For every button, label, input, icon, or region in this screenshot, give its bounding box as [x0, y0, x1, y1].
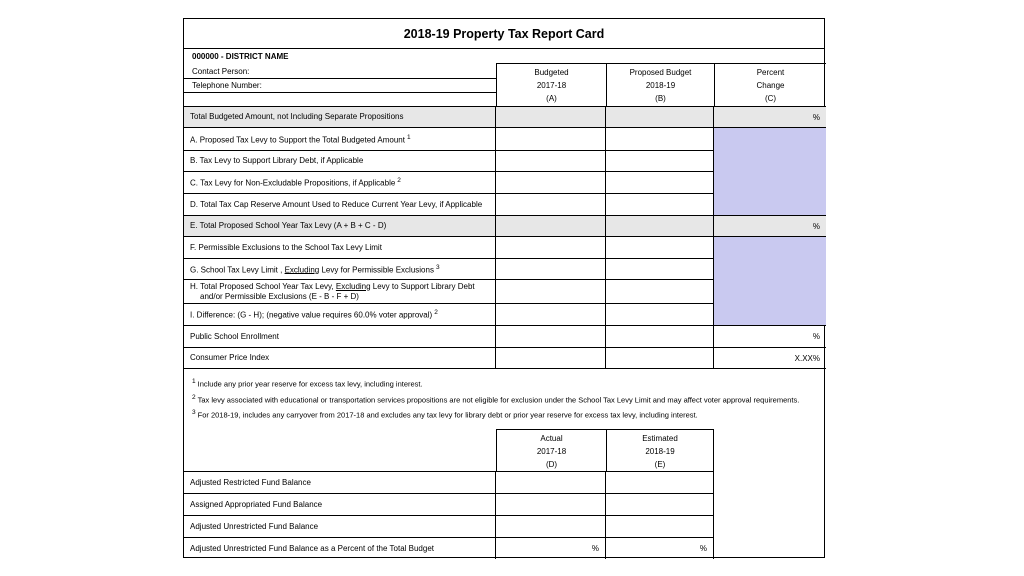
- row-label: E. Total Proposed School Year Tax Levy (A + B + C - D): [190, 221, 387, 230]
- row-label-cell: [184, 171, 496, 193]
- row-label: C. Tax Levy for Non-Excludable Propositions, if Applicable: [190, 178, 396, 188]
- row-b-library-debt-levy: [184, 150, 826, 171]
- row-label: G. School Tax Levy Limit ,: [190, 265, 285, 275]
- percent-cell: [714, 106, 826, 127]
- footnote-number: 2: [192, 393, 196, 401]
- shaded-percent-cell: [714, 171, 826, 193]
- value-cell-b[interactable]: [606, 303, 714, 325]
- row-label-cell: [184, 493, 496, 515]
- fund-balance-column-headers: [496, 429, 714, 471]
- value-cell-b[interactable]: [606, 325, 714, 347]
- row-a-proposed-tax-levy: [184, 127, 826, 150]
- row-label: Assigned Appropriated Fund Balance: [190, 499, 323, 509]
- footnote-ref: 3: [435, 263, 440, 271]
- value-cell-b[interactable]: [606, 150, 714, 171]
- footnote-1: [192, 378, 820, 389]
- row-unrestricted-fund-balance-percent: [184, 537, 714, 559]
- column-header-percent-change: [714, 64, 826, 106]
- value-cell-e[interactable]: [606, 493, 714, 515]
- column-header-estimated: [606, 430, 713, 471]
- district-name: 000000 - DISTRICT NAME: [192, 52, 289, 61]
- row-consumer-price-index: [184, 347, 826, 368]
- percent-sign: %: [591, 544, 599, 553]
- row-label: Adjusted Unrestricted Fund Balance as a Percent of the Total Budget: [190, 543, 434, 553]
- row-label: Levy for Permissible Exclusions: [319, 265, 434, 275]
- row-i-difference: [184, 303, 826, 325]
- row-label-cell: [184, 537, 496, 559]
- column-d-letter: (D): [545, 460, 558, 469]
- contact-person-label: Contact Person:: [192, 67, 250, 76]
- value-cell-a[interactable]: [496, 215, 606, 236]
- row-label: Levy to Support Library Debt: [370, 281, 475, 291]
- value-cell-a[interactable]: [496, 171, 606, 193]
- column-b-letter: (B): [655, 94, 666, 103]
- percent-sign: %: [812, 332, 820, 341]
- row-g-school-tax-levy-limit: [184, 258, 826, 279]
- value-cell-a[interactable]: [496, 150, 606, 171]
- value-cell-b[interactable]: [606, 215, 714, 236]
- row-total-budgeted-amount: [184, 106, 826, 127]
- percent-cell-e: [606, 537, 714, 559]
- row-label: H. Total Proposed School Year Tax Levy,: [190, 281, 336, 291]
- page-title: 2018-19 Property Tax Report Card: [403, 26, 605, 41]
- footnote-text: Tax levy associated with educational or transportation services propositions are not eligible for exclusion under the School Tax Levy Limit and may affect voter approval requirements.: [197, 395, 800, 404]
- column-e-letter: (E): [654, 460, 666, 469]
- property-tax-report-card-form: [183, 18, 825, 558]
- row-h-total-excluding-library-debt: [184, 279, 826, 303]
- row-label: D. Total Tax Cap Reserve Amount Used to Reduce Current Year Levy, if Applicable: [190, 199, 483, 209]
- telephone-number-field[interactable]: [184, 79, 496, 93]
- row-label: Adjusted Restricted Fund Balance: [190, 477, 311, 487]
- value-cell-a[interactable]: [496, 325, 606, 347]
- footnote-text: Include any prior year reserve for excess tax levy, including interest.: [197, 379, 423, 389]
- value-cell-a[interactable]: [496, 236, 606, 258]
- shaded-percent-cell: [714, 279, 826, 303]
- row-label-cell: [184, 215, 496, 236]
- value-cell-a[interactable]: [496, 279, 606, 303]
- row-label: Adjusted Unrestricted Fund Balance: [190, 521, 319, 531]
- value-cell-b[interactable]: [606, 127, 714, 150]
- value-cell-b[interactable]: [606, 193, 714, 215]
- shaded-percent-cell: [714, 127, 826, 150]
- row-label-line2: and/or Permissible Exclusions (E - B - F + D): [200, 291, 359, 301]
- value-cell-a[interactable]: [496, 303, 606, 325]
- column-e-year: 2018-19: [645, 447, 675, 456]
- footnote-number: 1: [192, 378, 196, 385]
- value-cell-b[interactable]: [606, 347, 714, 368]
- row-e-total-proposed-levy: [184, 215, 826, 236]
- row-label-cell: [184, 258, 496, 279]
- row-label-cell: [184, 471, 496, 493]
- footnote-ref: 1: [406, 133, 411, 141]
- value-cell-a[interactable]: [496, 127, 606, 150]
- row-label-cell: [184, 150, 496, 171]
- cpi-value: X.XX%: [794, 353, 820, 363]
- row-label-cell: [184, 193, 496, 215]
- column-a-title: Budgeted: [534, 68, 569, 77]
- footnote-ref: 2: [434, 309, 438, 317]
- percent-cell-d: [496, 537, 606, 559]
- row-label: I. Difference: (G - H); (negative value requires 60.0% voter approval): [190, 310, 433, 320]
- value-cell-b[interactable]: [606, 171, 714, 193]
- value-cell-a[interactable]: [496, 258, 606, 279]
- row-label-underlined: Excluding: [284, 265, 320, 275]
- shaded-percent-cell: [714, 258, 826, 279]
- row-d-tax-cap-reserve: [184, 193, 826, 215]
- row-label-cell: [184, 325, 496, 347]
- row-label-cell: [184, 515, 496, 537]
- row-label: Public School Enrollment: [190, 331, 279, 341]
- row-label: F. Permissible Exclusions to the School Tax Levy Limit: [190, 242, 382, 252]
- column-a-letter: (A): [546, 94, 557, 103]
- value-cell-d[interactable]: [496, 515, 606, 537]
- percent-sign: %: [812, 112, 820, 122]
- footnote-ref: 2: [397, 177, 401, 185]
- value-cell-a[interactable]: [496, 106, 606, 127]
- row-f-permissible-exclusions: [184, 236, 826, 258]
- row-c-non-excludable-propositions: [184, 171, 826, 193]
- percent-cell: [714, 215, 826, 236]
- percent-cell: [714, 325, 826, 347]
- footnote-number: 3: [192, 409, 196, 416]
- column-header-actual: [497, 430, 606, 471]
- percent-cell: [714, 347, 826, 368]
- row-label: Total Budgeted Amount, not Including Separate Propositions: [190, 112, 404, 121]
- form-title-bar: [184, 19, 824, 49]
- row-adjusted-restricted-fund-balance: [184, 471, 714, 493]
- shaded-percent-cell: [714, 193, 826, 215]
- column-c-title2: Change: [756, 81, 785, 90]
- value-cell-d[interactable]: [496, 493, 606, 515]
- column-b-year: 2018-19: [645, 81, 676, 90]
- row-label-cell: [184, 279, 496, 303]
- column-c-title: Percent: [756, 68, 785, 77]
- value-cell-b[interactable]: [606, 258, 714, 279]
- shaded-percent-cell: [714, 236, 826, 258]
- value-cell-b[interactable]: [606, 106, 714, 127]
- telephone-number-label: Telephone Number:: [192, 81, 262, 90]
- column-header-proposed-budget: [606, 64, 714, 106]
- row-label: A. Proposed Tax Levy to Support the Total Budgeted Amount: [190, 135, 405, 145]
- footnotes-section: [184, 368, 826, 429]
- column-header-budgeted: [497, 64, 606, 106]
- row-label-underlined: Excluding: [335, 281, 371, 291]
- row-label-cell: [184, 236, 496, 258]
- value-cell-b[interactable]: [606, 236, 714, 258]
- value-cell-e[interactable]: [606, 515, 714, 537]
- column-a-year: 2017-18: [536, 81, 567, 90]
- footnote-2: [192, 394, 820, 405]
- value-cell-e[interactable]: [606, 471, 714, 493]
- budget-column-headers: [496, 63, 826, 106]
- column-d-title: Actual: [540, 434, 563, 443]
- percent-sign: %: [812, 221, 820, 231]
- row-label-cell: [184, 347, 496, 368]
- row-label-cell: [184, 106, 496, 127]
- value-cell-b[interactable]: [606, 279, 714, 303]
- value-cell-a[interactable]: [496, 193, 606, 215]
- row-assigned-appropriated-fund-balance: [184, 493, 714, 515]
- column-b-title: Proposed Budget: [629, 68, 692, 77]
- column-c-letter: (C): [764, 94, 777, 103]
- footnote-text: For 2018-19, includes any carryover from 2017-18 and excludes any tax levy for library debt or prior year reserve for excess tax levy, including interest.: [197, 410, 698, 420]
- row-public-school-enrollment: [184, 325, 826, 347]
- row-label-cell: [184, 303, 496, 325]
- row-label-line1: [190, 282, 475, 292]
- footnote-3: [192, 409, 820, 420]
- column-e-title: Estimated: [642, 434, 678, 443]
- row-adjusted-unrestricted-fund-balance: [184, 515, 714, 537]
- percent-sign: %: [699, 544, 707, 553]
- contact-person-field[interactable]: [184, 65, 496, 79]
- value-cell-a[interactable]: [496, 347, 606, 368]
- column-d-year: 2017-18: [536, 447, 567, 456]
- shaded-percent-cell: [714, 303, 826, 325]
- row-label-cell: [184, 127, 496, 150]
- value-cell-d[interactable]: [496, 471, 606, 493]
- row-label: Consumer Price Index: [190, 353, 270, 362]
- shaded-percent-cell: [714, 150, 826, 171]
- row-label: B. Tax Levy to Support Library Debt, if Applicable: [190, 156, 364, 165]
